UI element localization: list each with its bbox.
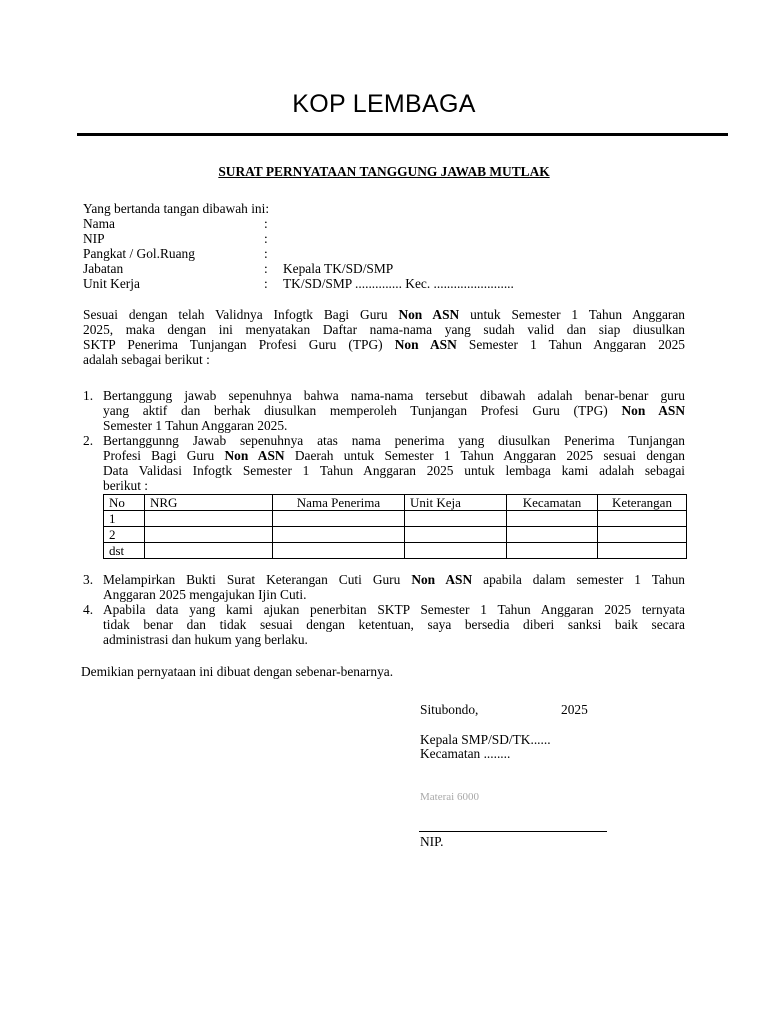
table-cell (273, 527, 405, 543)
document-title: SURAT PERNYATAAN TANGGUNG JAWAB MUTLAK (218, 164, 550, 179)
signature-nip: NIP. (420, 834, 444, 849)
table-cell (145, 511, 273, 527)
letterhead-divider (77, 133, 728, 136)
table-header-cell: NRG (145, 495, 273, 511)
table-header-cell: Nama Penerima (273, 495, 405, 511)
table-cell: dst (104, 543, 145, 559)
list-item-4 (103, 602, 685, 647)
recipient-table (103, 494, 687, 559)
stamp-placeholder: Materai 6000 (420, 791, 479, 803)
paragraph-line: Sesuai dengan telah Validnya Infogtk Bagi Guru Non ASN untuk Semester 1 Tahun Anggaran (83, 307, 685, 322)
closing-statement: Demikian pernyataan ini dibuat dengan sebenar-benarnya. (81, 664, 394, 679)
table-cell (273, 511, 405, 527)
list-item-1 (103, 388, 685, 433)
table-cell: 1 (104, 511, 145, 527)
table-cell (507, 543, 598, 559)
list-line: administrasi dan hukum yang berlaku. (103, 632, 308, 647)
list-item-2 (103, 433, 685, 493)
list-line: Bertanggung jawab sepenuhnya bahwa nama-nama tersebut dibawah adalah benar-benar guru (103, 388, 685, 403)
list-item-3 (103, 572, 685, 602)
list-line: Profesi Bagi Guru Non ASN Daerah untuk Semester 1 Tahun Anggaran 2025 sesuai dengan (103, 448, 685, 463)
table-cell (405, 527, 507, 543)
table-cell (598, 527, 687, 543)
table-cell (145, 527, 273, 543)
table-header-cell: Unit Keja (405, 495, 507, 511)
table-cell (273, 543, 405, 559)
table-cell (598, 543, 687, 559)
field-value: TK/SD/SMP .............. Kec. ........................ (283, 276, 514, 291)
signature-line (419, 831, 607, 832)
field-colon: : (264, 216, 268, 231)
field-value: Kepala TK/SD/SMP (283, 261, 394, 276)
field-colon: : (264, 246, 268, 261)
field-colon: : (264, 261, 268, 276)
table-header-cell: Kecamatan (507, 495, 598, 511)
list-line: Melampirkan Bukti Surat Keterangan Cuti Guru Non ASN apabila dalam semester 1 Tahun (103, 572, 685, 587)
table-cell (405, 511, 507, 527)
table-cell (507, 527, 598, 543)
table-cell: 2 (104, 527, 145, 543)
table-header-row (104, 495, 687, 511)
table-cell (507, 511, 598, 527)
list-line: Apabila data yang kami ajukan penerbitan SKTP Semester 1 Tahun Anggaran 2025 ternyata (103, 602, 685, 617)
signature-year: 2025 (561, 702, 588, 717)
bold-non-asn: Non ASN (398, 307, 460, 322)
signature-place: Situbondo, (420, 702, 479, 717)
list-line: Semester 1 Tahun Anggaran 2025. (103, 418, 288, 433)
bold-non-asn: Non ASN (621, 403, 686, 418)
table-cell (598, 511, 687, 527)
list-number: 4. (83, 602, 94, 617)
paragraph-line: 2025, maka dengan ini menyatakan Daftar nama-nama yang sudah valid dan siap diusulkan (83, 322, 685, 337)
list-line: Data Validasi Infogtk Semester 1 Tahun Anggaran 2025 untuk lembaga kami adalah sebagai (103, 463, 685, 478)
field-label: Unit Kerja (83, 276, 140, 291)
list-number: 2. (83, 433, 94, 448)
intro-text: Yang bertanda tangan dibawah ini: (83, 201, 270, 216)
table-header-cell: No (104, 495, 145, 511)
field-label: Nama (83, 216, 115, 231)
table-row (104, 527, 687, 543)
table-header-cell: Keterangan (598, 495, 687, 511)
field-label: Jabatan (83, 261, 124, 276)
field-label: Pangkat / Gol.Ruang (83, 246, 195, 261)
table-row (104, 511, 687, 527)
list-line: Bertanggunng Jawab sepenuhnya atas nama penerima yang diusulkan Penerima Tunjangan (103, 433, 685, 448)
list-line: tidak benar dan tidak sesuai dengan ketentuan, saya bersedia diberi sanksi baik secara (103, 617, 685, 632)
list-number: 3. (83, 572, 94, 587)
paragraph-line: SKTP Penerima Tunjangan Profesi Guru (TPG) Non ASN Semester 1 Tahun Anggaran 2025 (83, 337, 685, 352)
list-line: yang aktif dan berhak diusulkan memperoleh Tunjangan Profesi Guru (TPG) Non ASN (103, 403, 686, 418)
field-colon: : (264, 231, 268, 246)
bold-non-asn: Non ASN (224, 448, 285, 463)
letterhead: KOP LEMBAGA (292, 90, 476, 118)
signature-district: Kecamatan ........ (420, 746, 511, 761)
field-label: NIP (83, 231, 105, 246)
bold-non-asn: Non ASN (394, 337, 457, 352)
table-cell (145, 543, 273, 559)
table-row (104, 543, 687, 559)
bold-non-asn: Non ASN (411, 572, 473, 587)
list-number: 1. (83, 388, 94, 403)
field-colon: : (264, 276, 268, 291)
paragraph-line: adalah sebagai berikut : (83, 352, 210, 367)
list-line: Anggaran 2025 mengajukan Ijin Cuti. (103, 587, 307, 602)
statement-paragraph (83, 307, 685, 367)
signature-position: Kepala SMP/SD/TK...... (420, 732, 551, 747)
list-line: berikut : (103, 478, 148, 493)
table-cell (405, 543, 507, 559)
